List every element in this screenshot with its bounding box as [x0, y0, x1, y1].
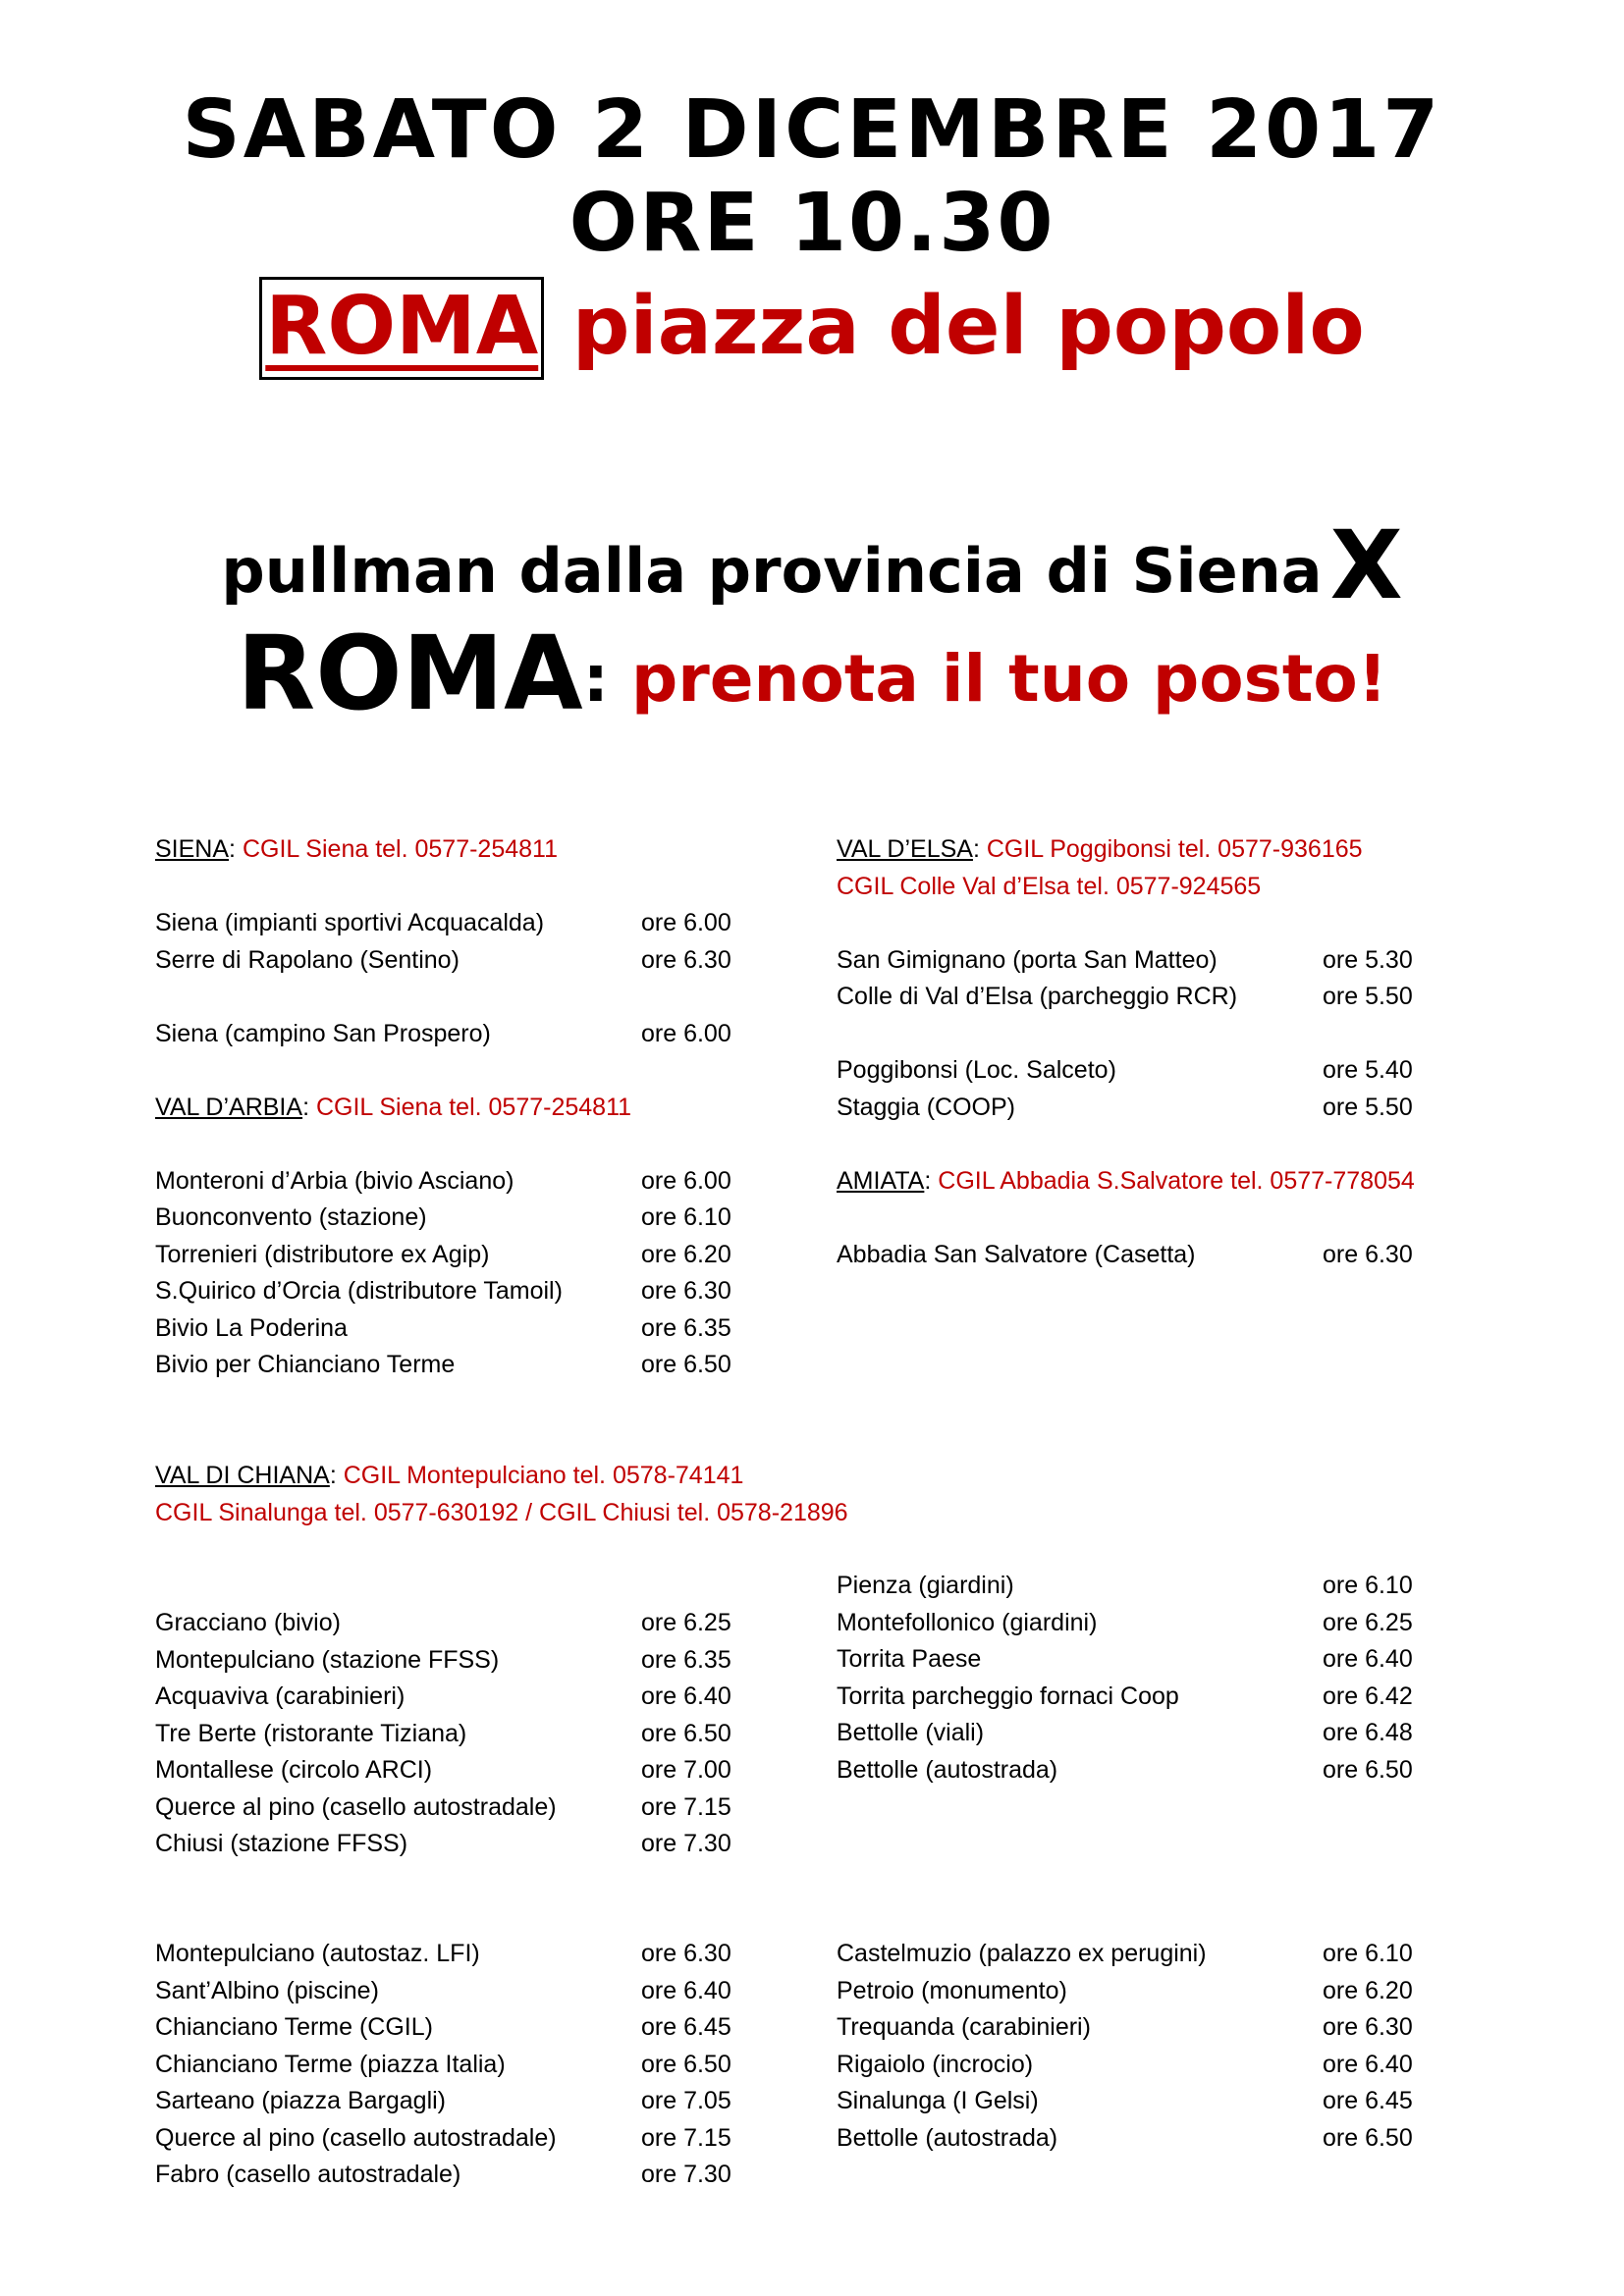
stop-time: ore 5.50	[1323, 1093, 1413, 1121]
stop-row	[837, 2047, 1426, 2084]
stop-place: Bettolle (viali)	[837, 1719, 985, 1746]
chiana-right-b	[837, 1936, 1426, 2157]
section-contact: CGIL Siena tel. 0577-254811	[242, 835, 558, 863]
stop-time: ore 6.50	[641, 2050, 731, 2078]
stop-row	[837, 2083, 1426, 2120]
pullman-text: pullman dalla provincia di Siena	[221, 535, 1323, 607]
section-contact: CGIL Abbadia S.Salvatore tel. 0577-778054	[938, 1166, 1415, 1195]
stop-time: ore 5.30	[1323, 945, 1413, 974]
stop-row	[155, 1973, 744, 2010]
chiana-left-a	[155, 1605, 744, 1863]
stop-row	[155, 2083, 744, 2120]
stop-row	[837, 2120, 1426, 2158]
event-date: SABATO 2 DICEMBRE 2017	[182, 83, 1442, 177]
stop-row	[155, 2120, 744, 2158]
stop-row	[155, 1605, 744, 1642]
stop-row	[155, 2009, 744, 2047]
stop-row	[837, 1568, 1426, 1605]
stop-row	[837, 1752, 1426, 1789]
stop-place: San Gimignano (porta San Matteo)	[837, 945, 1218, 974]
section-val-chiana: VAL DI CHIANA: CGIL Montepulciano tel. 0578-74141	[155, 1462, 744, 1489]
stop-row	[155, 1679, 744, 1716]
stop-place: Querce al pino (casello autostradale)	[155, 2123, 557, 2152]
stop-time: ore 6.45	[641, 2013, 731, 2041]
val-chiana-header	[155, 1458, 1432, 1531]
stop-time: ore 6.25	[641, 1609, 731, 1636]
stop-place: Serre di Rapolano (Sentino)	[155, 945, 460, 974]
stop-place: Siena (impianti sportivi Acquacalda)	[155, 909, 545, 936]
stop-row	[155, 2157, 744, 2194]
stop-row	[837, 2009, 1426, 2047]
section-val-elsa: VAL D’ELSA: CGIL Poggibonsi tel. 0577-936165	[837, 835, 1363, 863]
stop-time: ore 6.30	[1323, 2013, 1413, 2041]
stop-time: ore 6.25	[1323, 1608, 1413, 1636]
stop-place: Montallese (circolo ARCI)	[155, 1756, 433, 1784]
stop-row	[837, 1936, 1426, 1973]
stop-place: Torrita Paese	[837, 1645, 982, 1673]
stop-place: S.Quirico d’Orcia (distributore Tamoil)	[155, 1277, 563, 1305]
section-contact: CGIL Montepulciano tel. 0578-74141	[343, 1462, 744, 1489]
stop-place: Rigaiolo (incrocio)	[837, 2050, 1034, 2078]
stop-time: ore 7.15	[641, 2123, 731, 2152]
stop-place: Siena (campino San Prospero)	[155, 1019, 491, 1047]
stop-place: Sinalunga (I Gelsi)	[837, 2087, 1039, 2114]
event-location	[0, 277, 1624, 380]
call-to-action: prenota il tuo posto!	[630, 641, 1387, 717]
stop-row	[155, 1642, 744, 1680]
stop-time: ore 6.00	[641, 909, 731, 936]
stop-place: Petroio (monumento)	[837, 1976, 1067, 2004]
stop-time: ore 6.00	[641, 1166, 731, 1195]
stop-time: ore 6.30	[641, 1277, 731, 1305]
stop-place: Abbadia San Salvatore (Casetta)	[837, 1240, 1196, 1268]
right-top-column	[837, 831, 1524, 1273]
event-time: ORE 10.30	[568, 177, 1056, 270]
section-amiata: AMIATA: CGIL Abbadia S.Salvatore tel. 0577-778054	[837, 1166, 1415, 1195]
stop-time: ore 7.30	[641, 2161, 731, 2188]
stop-time: ore 6.50	[641, 1719, 731, 1747]
stop-row	[155, 1310, 744, 1348]
chiana-left-b	[155, 1936, 744, 2194]
stop-row	[837, 1052, 1524, 1090]
stop-row	[837, 1641, 1426, 1679]
stop-place: Gracciano (bivio)	[155, 1609, 341, 1636]
stop-time: ore 7.00	[641, 1756, 731, 1784]
stop-time: ore 6.20	[641, 1240, 731, 1268]
stop-time: ore 6.40	[641, 1976, 731, 2004]
stop-place: Pienza (giardini)	[837, 1572, 1014, 1599]
booking-line	[0, 614, 1624, 733]
x-mark: X	[1329, 510, 1403, 620]
stop-place: Torrita parcheggio fornaci Coop	[837, 1682, 1179, 1710]
stop-place: Trequanda (carabinieri)	[837, 2013, 1091, 2041]
stop-time: ore 6.42	[1323, 1682, 1413, 1710]
stop-row	[837, 942, 1524, 980]
section-siena: SIENA: CGIL Siena tel. 0577-254811	[155, 835, 558, 863]
stop-place: Staggia (COOP)	[837, 1093, 1016, 1121]
section-name: SIENA	[155, 835, 230, 863]
stop-row	[837, 1715, 1426, 1752]
stop-place: Montepulciano (autostaz. LFI)	[155, 1940, 480, 1967]
stop-place: Bivio per Chianciano Terme	[155, 1351, 456, 1378]
stop-time: ore 6.00	[641, 1019, 731, 1047]
stop-row	[837, 1605, 1426, 1642]
stop-row	[155, 2047, 744, 2084]
left-top-column	[155, 831, 744, 1384]
section-name: AMIATA	[837, 1166, 925, 1195]
stop-time: ore 6.35	[641, 1645, 731, 1674]
stop-row	[837, 1679, 1426, 1716]
city-name: ROMA	[259, 277, 544, 380]
stop-time: ore 6.45	[1323, 2087, 1413, 2114]
stop-place: Querce al pino (casello autostradale)	[155, 1792, 557, 1821]
stop-time: ore 6.10	[641, 1203, 731, 1231]
stop-time: ore 6.50	[1323, 1755, 1413, 1784]
stop-row	[155, 1200, 744, 1237]
section-name: VAL DI CHIANA	[155, 1462, 330, 1489]
stop-row	[155, 1716, 744, 1753]
stop-time: ore 6.10	[1323, 1940, 1413, 1967]
stop-row	[155, 1163, 744, 1201]
stop-place: Chiusi (stazione FFSS)	[155, 1830, 408, 1857]
stop-row	[837, 1973, 1426, 2010]
stop-place: Tre Berte (ristorante Tiziana)	[155, 1719, 467, 1747]
stop-row	[155, 1826, 744, 1863]
section-contact-2: CGIL Sinalunga tel. 0577-630192 / CGIL Chiusi tel. 0578-21896	[155, 1498, 848, 1526]
city-name-2: ROMA	[237, 614, 583, 733]
stop-row	[155, 1789, 744, 1827]
section-contact: CGIL Siena tel. 0577-254811	[315, 1093, 632, 1121]
stop-row	[155, 1752, 744, 1789]
stop-place: Monteroni d’Arbia (bivio Asciano)	[155, 1166, 514, 1195]
stop-time: ore 6.30	[1323, 1240, 1413, 1268]
stop-place: Montepulciano (stazione FFSS)	[155, 1645, 500, 1674]
stop-time: ore 6.50	[1323, 2123, 1413, 2152]
stop-row	[155, 1273, 744, 1310]
stop-time: ore 7.30	[641, 1830, 731, 1857]
stop-place: Buonconvento (stazione)	[155, 1203, 427, 1231]
stop-row	[837, 1090, 1524, 1127]
place-name: piazza del popolo	[571, 280, 1365, 373]
stop-place: Acquaviva (carabinieri)	[155, 1682, 406, 1710]
section-contact: CGIL Poggibonsi tel. 0577-936165	[986, 835, 1363, 863]
section-val-arbia: VAL D’ARBIA: CGIL Siena tel. 0577-254811	[155, 1093, 632, 1121]
stop-time: ore 6.40	[1323, 2050, 1413, 2078]
chiana-right-a	[837, 1568, 1426, 1789]
stop-row	[155, 905, 744, 942]
stop-time: ore 7.05	[641, 2087, 731, 2114]
stop-row	[155, 1936, 744, 1973]
stop-time: ore 6.35	[641, 1313, 731, 1342]
stop-place: Sant’Albino (piscine)	[155, 1976, 379, 2004]
stop-place: Poggibonsi (Loc. Salceto)	[837, 1056, 1116, 1084]
pullman-line	[0, 510, 1624, 620]
stop-row	[155, 942, 744, 980]
stop-time: ore 5.40	[1323, 1056, 1413, 1084]
stop-place: Bettolle (autostrada)	[837, 2123, 1058, 2152]
stop-place: Castelmuzio (palazzo ex perugini)	[837, 1940, 1207, 1967]
stop-place: Montefollonico (giardini)	[837, 1608, 1098, 1636]
stop-place: Fabro (casello autostradale)	[155, 2161, 461, 2188]
colon: :	[582, 641, 609, 717]
stop-row	[155, 1347, 744, 1384]
section-contact-2: CGIL Colle Val d’Elsa tel. 0577-924565	[837, 872, 1262, 900]
stop-time: ore 6.10	[1323, 1572, 1413, 1599]
section-name: VAL D’ARBIA	[155, 1093, 303, 1121]
stop-time: ore 6.40	[641, 1682, 731, 1710]
stop-row	[155, 1237, 744, 1274]
stop-time: ore 6.48	[1323, 1719, 1413, 1746]
stop-place: Colle di Val d’Elsa (parcheggio RCR)	[837, 983, 1238, 1010]
stop-place: Bettolle (autostrada)	[837, 1755, 1058, 1784]
stop-time: ore 6.30	[641, 945, 731, 974]
stop-time: ore 6.30	[641, 1940, 731, 1967]
stop-time: ore 6.20	[1323, 1976, 1413, 2004]
stop-place: Sarteano (piazza Bargagli)	[155, 2087, 446, 2114]
stop-row	[837, 1237, 1524, 1274]
stop-time: ore 5.50	[1323, 983, 1413, 1010]
stop-place: Torrenieri (distributore ex Agip)	[155, 1240, 490, 1268]
stop-row	[155, 1016, 744, 1053]
stop-time: ore 7.15	[641, 1792, 731, 1821]
stop-time: ore 6.50	[641, 1351, 731, 1378]
stop-place: Chianciano Terme (CGIL)	[155, 2013, 433, 2041]
stop-time: ore 6.40	[1323, 1645, 1413, 1673]
stop-place: Bivio La Poderina	[155, 1313, 348, 1342]
section-name: VAL D’ELSA	[837, 835, 973, 863]
stop-row	[837, 979, 1524, 1016]
stop-place: Chianciano Terme (piazza Italia)	[155, 2050, 506, 2078]
